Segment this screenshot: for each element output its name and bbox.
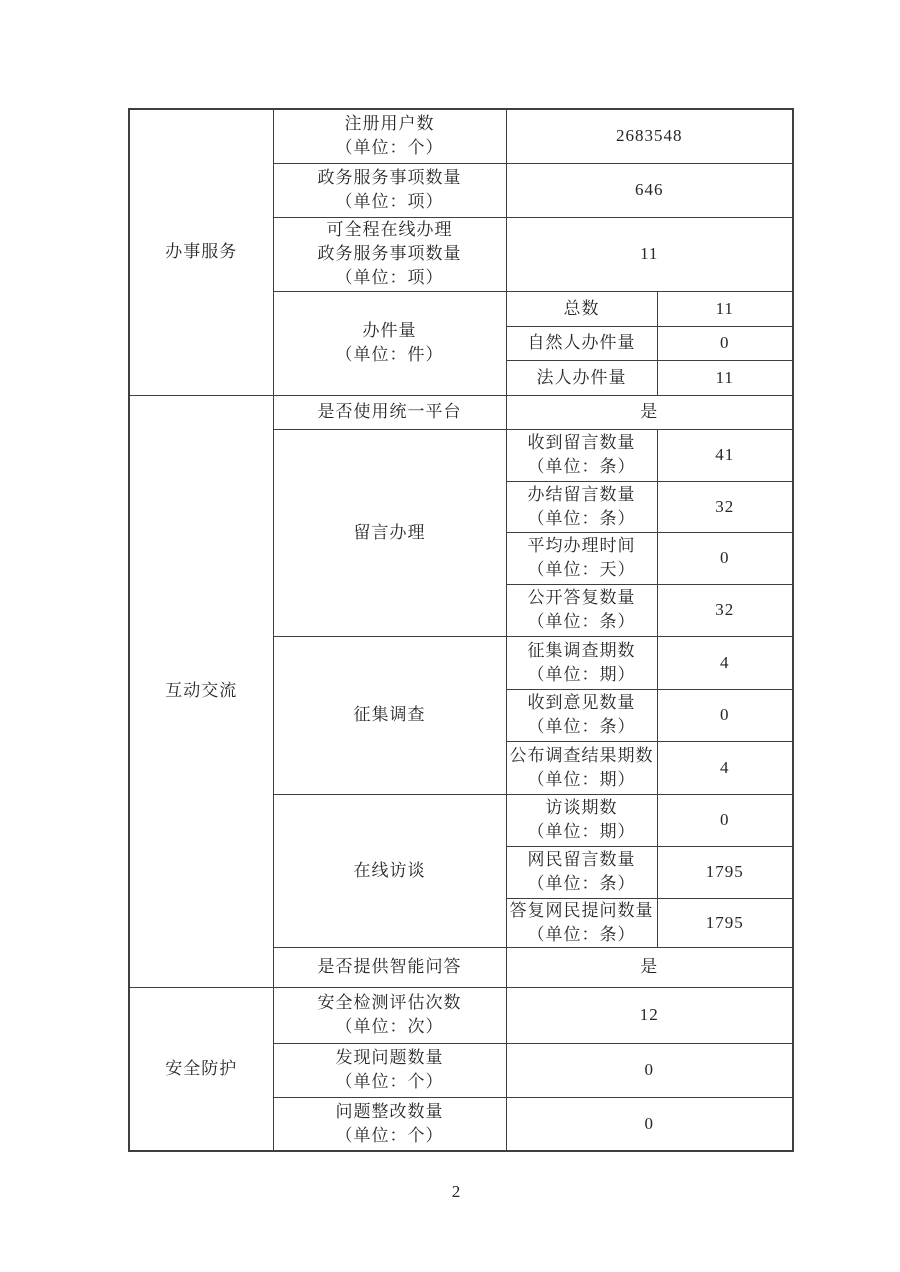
messages-received-label xyxy=(506,429,657,481)
label-line: 政务服务事项数量 xyxy=(317,168,462,187)
label-line: 安全检测评估次数 xyxy=(317,993,462,1012)
unit-line: （单位：天） xyxy=(527,560,636,579)
full-online-items-value: 11 xyxy=(506,217,793,291)
registered-users-value: 2683548 xyxy=(506,109,793,163)
messages-resolved-value: 32 xyxy=(657,481,793,532)
section-security-label: 安全防护 xyxy=(129,987,273,1151)
label-line: 办件量 xyxy=(362,321,417,340)
report-table xyxy=(128,108,794,1152)
problems-rectified-value: 0 xyxy=(506,1097,793,1151)
label-line: 平均办理时间 xyxy=(527,536,636,555)
registered-users-label xyxy=(273,109,506,163)
smart-qa-value: 是 xyxy=(506,947,793,987)
unit-line: （单位：条） xyxy=(527,717,636,736)
survey-results-published-label xyxy=(506,741,657,794)
unit-line: （单位：期） xyxy=(527,769,636,789)
unit-line: （单位：条） xyxy=(527,508,636,528)
label-line: 网民留言数量 xyxy=(527,850,636,869)
table-row xyxy=(129,395,793,429)
label-line: 办结留言数量 xyxy=(527,484,636,504)
security-assessments-value: 12 xyxy=(506,987,793,1043)
netizen-questions-answered-value: 1795 xyxy=(657,898,793,947)
table-row xyxy=(129,987,793,1043)
survey-collection-label: 征集调查 xyxy=(273,636,506,794)
case-total-value: 11 xyxy=(657,291,793,326)
label-line: 征集调查期数 xyxy=(527,640,636,660)
case-total-label: 总数 xyxy=(506,291,657,326)
security-assessments-label xyxy=(273,987,506,1043)
public-replies-value: 32 xyxy=(657,584,793,636)
smart-qa-label: 是否提供智能问答 xyxy=(273,947,506,987)
table-row xyxy=(129,109,793,163)
label-line: 访谈期数 xyxy=(545,798,618,817)
unified-platform-label: 是否使用统一平台 xyxy=(273,395,506,429)
page-number: 2 xyxy=(451,1182,461,1201)
survey-issues-value: 4 xyxy=(657,636,793,689)
service-items-value: 646 xyxy=(506,163,793,217)
label-line: 政务服务事项数量 xyxy=(317,244,462,263)
opinions-received-value: 0 xyxy=(657,689,793,741)
unit-line: （单位：个） xyxy=(335,1125,444,1145)
survey-results-published-value: 4 xyxy=(657,741,793,794)
service-items-label xyxy=(273,163,506,217)
label-line: 收到留言数量 xyxy=(527,433,636,452)
label-line: 收到意见数量 xyxy=(527,693,636,712)
section-service-label: 办事服务 xyxy=(129,109,273,395)
unit-line: （单位：条） xyxy=(527,457,636,476)
section-interaction-label: 互动交流 xyxy=(129,395,273,987)
messages-resolved-label xyxy=(506,481,657,532)
label-line: 答复网民提问数量 xyxy=(509,900,654,920)
legal-person-cases-label: 法人办件量 xyxy=(506,360,657,395)
unified-platform-value: 是 xyxy=(506,395,793,429)
unit-line: （单位：项） xyxy=(335,192,444,211)
interview-issues-label xyxy=(506,794,657,846)
avg-handling-time-label xyxy=(506,532,657,584)
natural-person-cases-label: 自然人办件量 xyxy=(506,326,657,360)
netizen-questions-answered-label xyxy=(506,898,657,947)
unit-line: （单位：期） xyxy=(527,822,636,841)
unit-line: （单位：件） xyxy=(335,345,444,364)
problems-found-label xyxy=(273,1043,506,1097)
opinions-received-label xyxy=(506,689,657,741)
unit-line: （单位：项） xyxy=(335,268,444,287)
unit-line: （单位：次） xyxy=(335,1017,444,1036)
unit-line: （单位：条） xyxy=(527,874,636,893)
natural-person-cases-value: 0 xyxy=(657,326,793,360)
netizen-messages-value: 1795 xyxy=(657,846,793,898)
label-line: 公开答复数量 xyxy=(527,588,636,607)
label-line: 发现问题数量 xyxy=(335,1048,444,1067)
label-line: 问题整改数量 xyxy=(335,1101,444,1121)
unit-line: （单位：个） xyxy=(335,138,444,158)
interview-issues-value: 0 xyxy=(657,794,793,846)
unit-line: （单位：期） xyxy=(527,664,636,684)
survey-issues-label xyxy=(506,636,657,689)
avg-handling-time-value: 0 xyxy=(657,532,793,584)
unit-line: （单位：条） xyxy=(527,924,636,944)
unit-line: （单位：个） xyxy=(335,1072,444,1091)
legal-person-cases-value: 11 xyxy=(657,360,793,395)
online-interview-label: 在线访谈 xyxy=(273,794,506,947)
public-replies-label xyxy=(506,584,657,636)
unit-line: （单位：条） xyxy=(527,612,636,631)
netizen-messages-label xyxy=(506,846,657,898)
full-online-items-label xyxy=(273,217,506,291)
messages-received-value: 41 xyxy=(657,429,793,481)
case-volume-label xyxy=(273,291,506,395)
label-line: 公布调查结果期数 xyxy=(509,745,654,765)
problems-found-value: 0 xyxy=(506,1043,793,1097)
label-line: 注册用户数 xyxy=(344,114,435,134)
message-handling-label: 留言办理 xyxy=(273,429,506,636)
label-line: 可全程在线办理 xyxy=(326,220,453,239)
problems-rectified-label xyxy=(273,1097,506,1151)
